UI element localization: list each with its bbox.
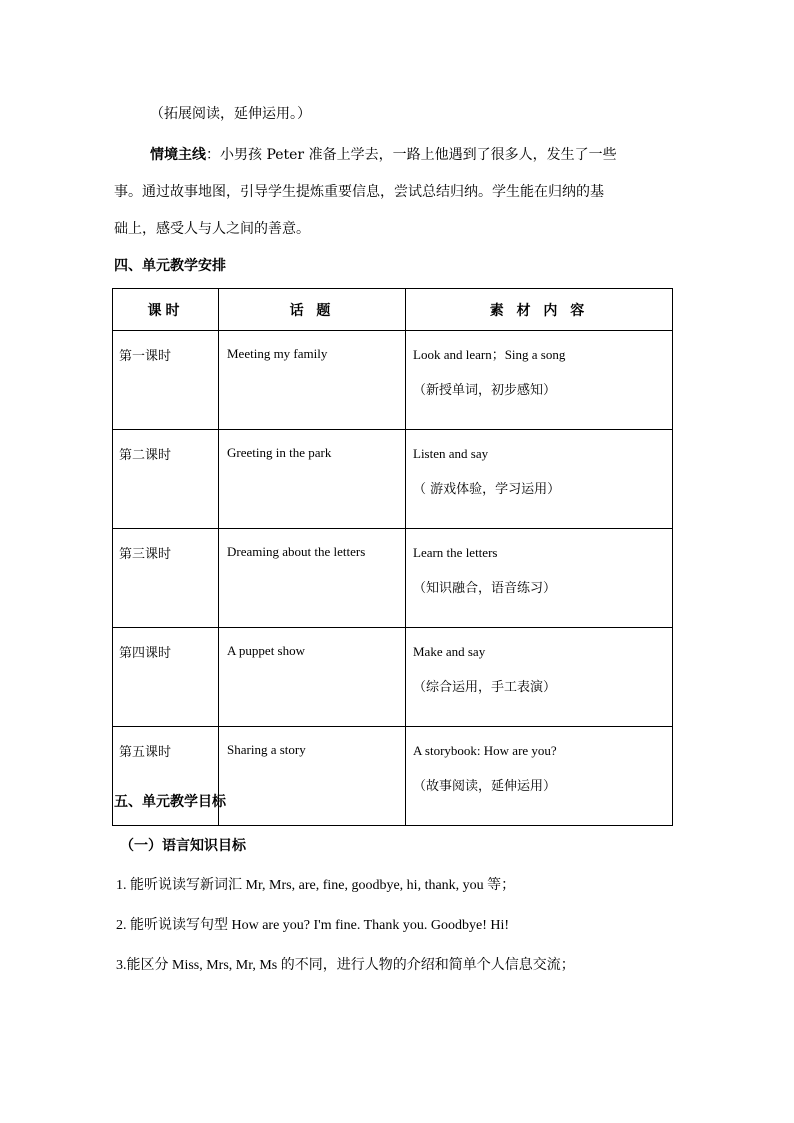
table-row	[113, 529, 673, 628]
section-5-heading: 五、单元教学目标	[114, 794, 226, 810]
material-note: （ 游戏体验，学习运用）	[413, 482, 561, 497]
material-text: Make and say	[413, 644, 486, 659]
material-text: Listen and say	[413, 446, 489, 461]
table-row	[113, 430, 673, 529]
material-note: （新授单词，初步感知）	[413, 383, 557, 398]
topic-cell: Sharing a story	[219, 727, 406, 826]
topic-cell: Meeting my family	[219, 331, 406, 430]
lesson-cell: 第四课时	[113, 628, 219, 727]
material-note: （综合运用，手工表演）	[413, 680, 557, 695]
objective-item-2: 2. 能听说读写句型 How are you? I'm fine. Thank you. Goodbye! Hi!	[116, 918, 510, 933]
section-5-subheading: （一）语言知识目标	[120, 838, 246, 854]
context-paragraph-line-3: 础上，感受人与人之间的善意。	[114, 221, 310, 237]
material-note: （故事阅读，延伸运用）	[413, 779, 557, 794]
material-text: Learn the letters	[413, 545, 498, 560]
material-text: Look and learn；Sing a song	[413, 347, 566, 362]
teaching-plan-table	[112, 288, 673, 826]
material-cell	[406, 529, 673, 628]
material-cell	[406, 727, 673, 826]
lesson-cell: 第二课时	[113, 430, 219, 529]
table-row	[113, 628, 673, 727]
header-lesson: 课时	[113, 289, 219, 331]
header-material: 素 材 内 容	[406, 289, 673, 331]
lesson-cell: 第三课时	[113, 529, 219, 628]
material-cell	[406, 628, 673, 727]
topic-cell: A puppet show	[219, 628, 406, 727]
intro-line: （拓展阅读，延伸运用。）	[150, 106, 311, 122]
lesson-cell: 第五课时	[113, 727, 219, 826]
objective-item-1: 1. 能听说读写新词汇 Mr, Mrs, are, fine, goodbye, hi, thank, you 等；	[116, 878, 516, 893]
section-4-heading: 四、单元教学安排	[114, 258, 226, 274]
context-paragraph-line-2: 事。通过故事地图，引导学生提炼重要信息，尝试总结归纳。学生能在归纳的基	[114, 184, 604, 200]
material-text: A storybook: How are you?	[413, 743, 557, 758]
lesson-cell: 第一课时	[113, 331, 219, 430]
context-paragraph-line-1	[150, 145, 617, 165]
material-note: （知识融合，语音练习）	[413, 581, 557, 596]
context-label: 情境主线	[150, 147, 206, 163]
header-topic: 话 题	[219, 289, 406, 331]
material-cell	[406, 331, 673, 430]
table-header-row	[113, 289, 673, 331]
objective-item-3: 3.能区分 Miss, Mrs, Mr, Ms 的不同，进行人物的介绍和简单个人信息交流；	[116, 958, 575, 973]
topic-cell: Greeting in the park	[219, 430, 406, 529]
context-text-1: ：小男孩 Peter 准备上学去，一路上他遇到了很多人，发生了一些	[206, 147, 617, 163]
material-cell	[406, 430, 673, 529]
topic-cell: Dreaming about the letters	[219, 529, 406, 628]
table-row	[113, 331, 673, 430]
